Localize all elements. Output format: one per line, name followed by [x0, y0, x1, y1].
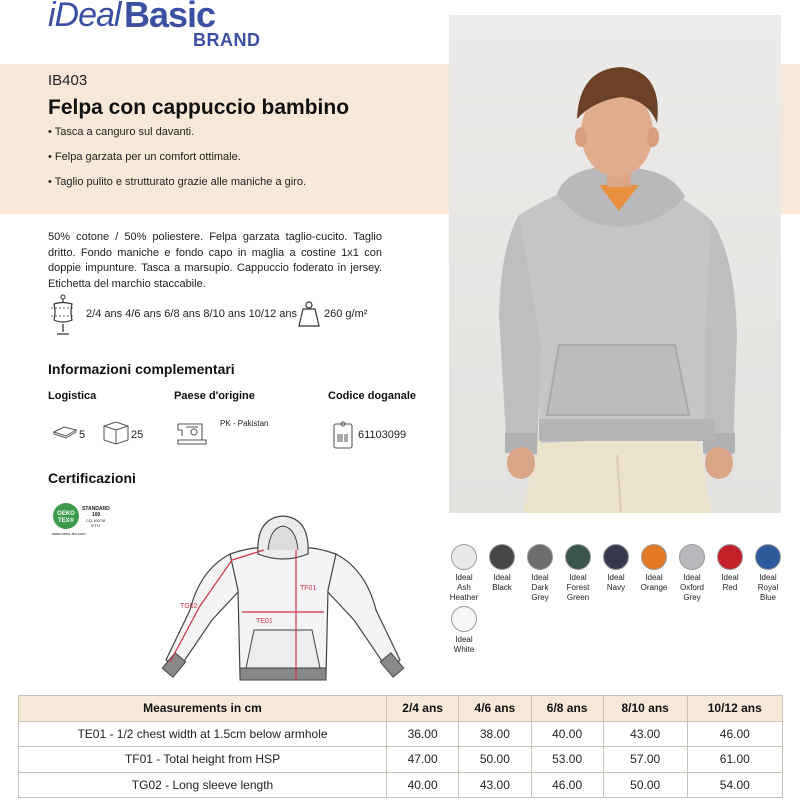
table-cell: 43.00 — [459, 772, 531, 798]
column-header: 10/12 ans — [687, 696, 782, 722]
column-header: 8/10 ans — [603, 696, 687, 722]
swatch-dot — [451, 606, 477, 632]
sewing-machine-icon — [176, 418, 208, 446]
tg02-label: TG02 — [180, 603, 198, 610]
column-header: 4/6 ans — [459, 696, 531, 722]
product-title: Felpa con cappuccio bambino — [48, 96, 350, 119]
origin-value: PK - Pakistan — [220, 419, 269, 428]
table-cell: 40.00 — [531, 721, 603, 747]
table-row — [19, 747, 783, 773]
table-cell: 46.00 — [531, 772, 603, 798]
table-cell: 57.00 — [603, 747, 687, 773]
feature-item: • Tasca a canguro sul davanti. — [48, 126, 428, 151]
logo-basic: Basic — [124, 0, 216, 35]
weight-icon — [298, 300, 320, 328]
logistics-carton: 25 — [131, 429, 144, 441]
measurements-table — [18, 695, 783, 798]
tf01-label: TF01 — [300, 585, 317, 592]
svg-text:CQ 1007/8: CQ 1007/8 — [86, 518, 106, 523]
table-cell: 38.00 — [459, 721, 531, 747]
feature-item: • Felpa garzata per un comfort ottimale. — [48, 151, 428, 176]
swatch-dot — [641, 544, 667, 570]
table-cell: TF01 - Total height from HSP — [19, 747, 387, 773]
table-row — [19, 721, 783, 747]
swatch-dot — [679, 544, 705, 570]
table-row — [19, 772, 783, 798]
swatch-label: Ideal Royal Blue — [757, 573, 779, 602]
certifications-heading: Certificazioni — [48, 470, 136, 486]
swatch-label: Ideal Black — [492, 573, 512, 592]
brand-logo — [48, 0, 261, 52]
column-header: 6/8 ans — [531, 696, 603, 722]
product-description: 50% cotone / 50% poliestere. Felpa garzata taglio-cucito. Taglio dritto. Fondo maniche e fondo capo in maglia a costine 1x1 con doppie impunture. Tasca a marsupio. Cappuccio foderato in jersey. Etichetta del marchio staccabile. — [48, 231, 382, 290]
swatch-label: Ideal Oxford Grey — [679, 573, 704, 602]
feature-item: • Taglio pulito e strutturato grazie alle maniche a giro. — [48, 176, 428, 201]
color-swatch-oxford-grey[interactable] — [674, 544, 710, 603]
table-header-row — [19, 696, 783, 722]
color-swatch-ash-heather[interactable] — [446, 544, 482, 603]
color-swatch-black[interactable] — [484, 544, 520, 593]
table-cell: 50.00 — [603, 772, 687, 798]
swatch-dot — [603, 544, 629, 570]
swatch-dot — [527, 544, 553, 570]
swatch-label: Ideal Ash Heather — [449, 573, 479, 602]
customs-label: Codice doganale — [328, 390, 417, 402]
swatch-label: Ideal Red — [721, 573, 739, 592]
svg-text:100: 100 — [92, 512, 101, 518]
customs-value: 61103099 — [358, 429, 407, 441]
svg-text:www.oeko-tex.com: www.oeko-tex.com — [52, 531, 86, 536]
swatch-label: Ideal Forest Green — [566, 573, 590, 602]
logistics-label: Logistica — [48, 390, 97, 402]
color-swatch-orange[interactable] — [636, 544, 672, 593]
svg-text:STANDARD: STANDARD — [82, 506, 110, 512]
swatch-dot — [717, 544, 743, 570]
column-header: Measurements in cm — [19, 696, 387, 722]
color-swatch-white[interactable] — [446, 606, 482, 655]
product-ref: IB403 — [48, 72, 88, 89]
sizes-row — [48, 294, 388, 338]
color-swatch-forest-green[interactable] — [560, 544, 596, 603]
sizes-text: 2/4 ans 4/6 ans 6/8 ans 8/10 ans 10/12 ans — [86, 308, 297, 320]
swatch-label: Ideal Orange — [640, 573, 668, 592]
table-cell: 53.00 — [531, 747, 603, 773]
logo-ideal: iDeal — [48, 0, 121, 34]
pack-icon — [52, 424, 78, 440]
color-swatch-royal-blue[interactable] — [750, 544, 786, 603]
column-header: 2/4 ans — [387, 696, 459, 722]
table-cell: 43.00 — [603, 721, 687, 747]
oeko-tex-logo — [50, 502, 130, 538]
swatch-dot — [451, 544, 477, 570]
oeko-tex-badge — [50, 502, 130, 538]
swatch-dot — [489, 544, 515, 570]
svg-text:OEKO: OEKO — [57, 511, 75, 517]
logo-brand: BRAND — [193, 30, 261, 50]
color-swatch-dark-grey[interactable] — [522, 544, 558, 603]
carton-icon — [102, 420, 130, 446]
table-cell: TG02 - Long sleeve length — [19, 772, 387, 798]
table-cell: 54.00 — [687, 772, 782, 798]
customs-tag-icon — [332, 420, 354, 450]
mannequin-icon — [48, 294, 78, 338]
hoodie-model-illustration — [449, 15, 781, 513]
table-cell: 50.00 — [459, 747, 531, 773]
technical-sketch — [160, 510, 410, 690]
table-cell: 36.00 — [387, 721, 459, 747]
table-cell: TE01 - 1/2 chest width at 1.5cm below armhole — [19, 721, 387, 747]
svg-text:TEX®: TEX® — [57, 518, 75, 524]
swatch-label: Ideal Dark Grey — [531, 573, 549, 602]
color-swatch-red[interactable] — [712, 544, 748, 593]
product-photo — [449, 15, 781, 513]
table-cell: 47.00 — [387, 747, 459, 773]
weight-text: 260 g/m² — [324, 308, 368, 320]
swatch-dot — [565, 544, 591, 570]
swatch-dot — [755, 544, 781, 570]
hoodie-sketch — [160, 510, 410, 690]
te01-label: TE01 — [256, 618, 273, 625]
info-heading: Informazioni complementari — [48, 361, 235, 377]
logistics-inner: 5 — [79, 429, 86, 441]
svg-text:IFTH: IFTH — [91, 523, 100, 528]
swatch-label: Ideal White — [453, 635, 475, 654]
swatch-label: Ideal Navy — [606, 573, 626, 592]
table-cell: 40.00 — [387, 772, 459, 798]
table-cell: 46.00 — [687, 721, 782, 747]
table-cell: 61.00 — [687, 747, 782, 773]
color-swatch-navy[interactable] — [598, 544, 634, 593]
feature-list — [48, 126, 428, 201]
origin-label: Paese d'origine — [174, 390, 255, 402]
